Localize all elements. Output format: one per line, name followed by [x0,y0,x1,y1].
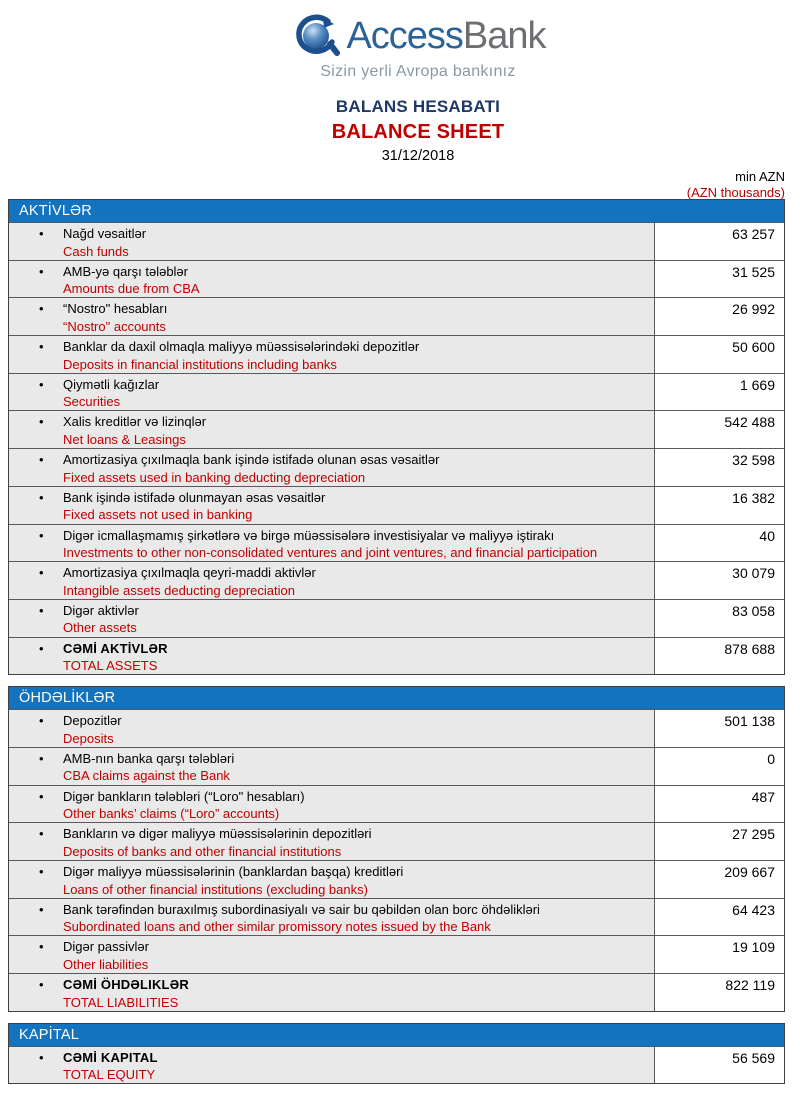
row-label-az: CƏMİ KAPITAL [63,1049,158,1065]
table-row [9,973,784,1011]
section-rows [9,1046,784,1084]
row-label-cell [9,411,654,448]
table-row [9,524,784,562]
row-value: 50 600 [654,336,784,373]
bullet-icon: • [39,414,44,430]
bullet-icon: • [39,939,44,955]
row-value: 501 138 [654,710,784,747]
row-label-cell [9,936,654,973]
row-label-cell [9,638,654,675]
row-label-en: Subordinated loans and other similar promissory notes issued by the Bank [63,919,491,935]
table-row [9,373,784,411]
table-row [9,335,784,373]
row-label-en: “Nostro" accounts [63,318,166,334]
bullet-icon: • [39,750,44,766]
row-label-cell [9,600,654,637]
globe-swirl-icon [290,11,340,61]
row-label-az: CƏMİ ÖHDƏLIKLƏR [63,977,189,993]
bullet-icon: • [39,452,44,468]
row-label-cell [9,374,654,411]
row-label-cell [9,786,654,823]
brand-tagline: Sizin yerli Avropa bankınız [320,63,516,80]
row-label-az: Qiymətli kağızlar [63,376,160,392]
row-label-az: AMB-nın banka qarşı tələbləri [63,750,235,766]
row-label-en: Loans of other financial institutions (excluding banks) [63,881,368,897]
row-label-az: Bank işində istifadə olunmayan əsas vəsaitlər [63,489,326,505]
bullet-icon: • [39,263,44,279]
row-value: 64 423 [654,899,784,936]
bullet-icon: • [39,226,44,241]
row-label-en: Intangible assets deducting depreciation [63,582,295,598]
section-rows [9,709,784,1011]
table-row [9,860,784,898]
row-label-az: Amortizasiya çıxılmaqla qeyri-maddi aktivlər [63,565,316,581]
section [8,1023,785,1085]
row-value: 1 669 [654,374,784,411]
bullet-icon: • [39,826,44,842]
bullet-icon: • [39,901,44,917]
row-label-az: Digər passivlər [63,939,149,955]
row-value: 209 667 [654,861,784,898]
row-value: 40 [654,525,784,562]
table-row [9,747,784,785]
table-row [9,637,784,675]
balance-sheet-table [8,199,785,1084]
table-row [9,935,784,973]
table-row [9,709,784,747]
bullet-icon: • [39,376,44,392]
table-row [9,222,784,260]
table-row [9,785,784,823]
bullet-icon: • [39,713,44,729]
bank-logo [36,10,800,62]
row-value: 487 [654,786,784,823]
row-label-cell [9,525,654,562]
row-value: 30 079 [654,562,784,599]
brand-access: Access [346,15,463,57]
row-label-az: Digər bankların tələbləri (“Loro" hesabları) [63,788,305,804]
brand-text [346,11,545,61]
row-label-az: CƏMİ AKTİVLƏR [63,640,168,656]
unit-label-az: min AZN [735,169,785,184]
row-label-cell [9,861,654,898]
document-header [0,10,800,209]
bullet-icon: • [39,565,44,581]
row-label-en: Fixed assets used in banking deducting depreciation [63,469,366,485]
row-label-cell [9,223,654,260]
row-label-en: Investments to other non-consolidated ventures and joint ventures, and financial participation [63,545,598,560]
row-label-en: Amounts due from CBA [63,281,200,297]
table-row [9,260,784,298]
row-value: 0 [654,748,784,785]
row-label-cell [9,449,654,486]
section-header [9,1024,784,1046]
bullet-icon: • [39,640,44,656]
row-label-cell [9,823,654,860]
table-row [9,410,784,448]
row-label-cell [9,298,654,335]
row-label-en: Securities [63,394,121,410]
row-label-az: Bankların və digər maliyyə müəssisələrinin depozitləri [63,826,372,842]
section [8,199,785,675]
brand-bank: Bank [462,15,546,57]
row-value: 878 688 [654,638,784,675]
section-header [9,687,784,709]
row-label-cell [9,487,654,524]
unit-labels [687,169,785,201]
row-label-en: TOTAL LIABILITIES [63,994,179,1010]
table-row [9,297,784,335]
row-label-az: Banklar da daxil olmaqla maliyyə müəssisələrindəki depozitlər [63,339,420,355]
row-label-cell [9,899,654,936]
row-label-cell [9,710,654,747]
section-title: ÖHDƏLİKLƏR [19,690,116,707]
row-value: 32 598 [654,449,784,486]
bullet-icon: • [39,864,44,879]
row-label-en: Other banks’ claims (“Loro” accounts) [63,806,280,822]
row-label-en: Cash funds [63,243,129,259]
row-value: 822 119 [654,974,784,1011]
row-label-az: “Nostro" hesabları [63,301,168,317]
row-value: 63 257 [654,223,784,260]
row-label-en: Deposits in financial institutions including banks [63,356,337,372]
row-value: 16 382 [654,487,784,524]
row-label-cell [9,1047,654,1084]
row-label-cell [9,974,654,1011]
section-title: AKTİVLƏR [19,203,92,219]
bullet-icon: • [39,339,44,355]
row-label-en: Deposits of banks and other financial institutions [63,843,342,859]
row-value: 56 569 [654,1047,784,1084]
row-label-az: Depozitlər [63,713,122,729]
row-label-en: Other liabilities [63,956,149,972]
row-value: 83 058 [654,600,784,637]
row-value: 27 295 [654,823,784,860]
row-label-az: AMB-yə qarşı tələblər [63,263,188,279]
row-value: 19 109 [654,936,784,973]
row-label-cell [9,261,654,298]
row-label-az: Xalis kreditlər və lizinqlər [63,414,207,430]
section-header [9,200,784,222]
section [8,686,785,1012]
report-date: 31/12/2018 [381,148,455,164]
row-value: 542 488 [654,411,784,448]
table-row [9,561,784,599]
row-label-cell [9,562,654,599]
table-row [9,448,784,486]
row-label-az: Bank tərəfindən buraxılmış subordinasiyalı və sair bu qəbildən olan borc öhdəlikləri [63,901,540,917]
bullet-icon: • [39,489,44,505]
row-label-az: Amortizasiya çıxılmaqla bank işində istifadə olunan əsas vəsaitlər [63,452,440,468]
row-label-en: Net loans & Leasings [63,431,186,447]
table-row [9,599,784,637]
row-label-en: TOTAL ASSETS [63,658,158,674]
table-row [9,486,784,524]
row-label-az: Digər maliyyə müəssisələrinin (banklardan başqa) kreditləri [63,864,404,879]
section-rows [9,222,784,674]
row-label-cell [9,336,654,373]
table-row [9,898,784,936]
section-title: KAPİTAL [19,1026,79,1043]
report-title-en: BALANCE SHEET [331,121,505,143]
bullet-icon: • [39,1049,44,1065]
bullet-icon: • [39,527,44,543]
row-label-az: Digər aktivlər [63,602,139,618]
row-label-az: Nağd vəsaitlər [63,226,147,241]
table-row [9,822,784,860]
unit-label-en: (AZN thousands) [686,185,785,200]
row-label-en: Deposits [63,730,114,746]
table-row [9,1046,784,1084]
row-value: 26 992 [654,298,784,335]
bullet-icon: • [39,301,44,317]
row-label-cell [9,748,654,785]
row-label-en: TOTAL EQUITY [63,1067,156,1083]
bullet-icon: • [39,788,44,804]
bullet-icon: • [39,977,44,993]
report-title-az: BALANS HESABATI [335,97,501,116]
row-label-en: Fixed assets not used in banking [63,507,253,523]
row-label-en: Other assets [63,620,137,636]
row-value: 31 525 [654,261,784,298]
row-label-en: CBA claims against the Bank [63,768,230,784]
row-label-az: Digər icmallaşmamış şirkətlərə və birgə müəssisələrə investisiyalar və maliyyə iştirakı [63,527,555,543]
bullet-icon: • [39,602,44,618]
